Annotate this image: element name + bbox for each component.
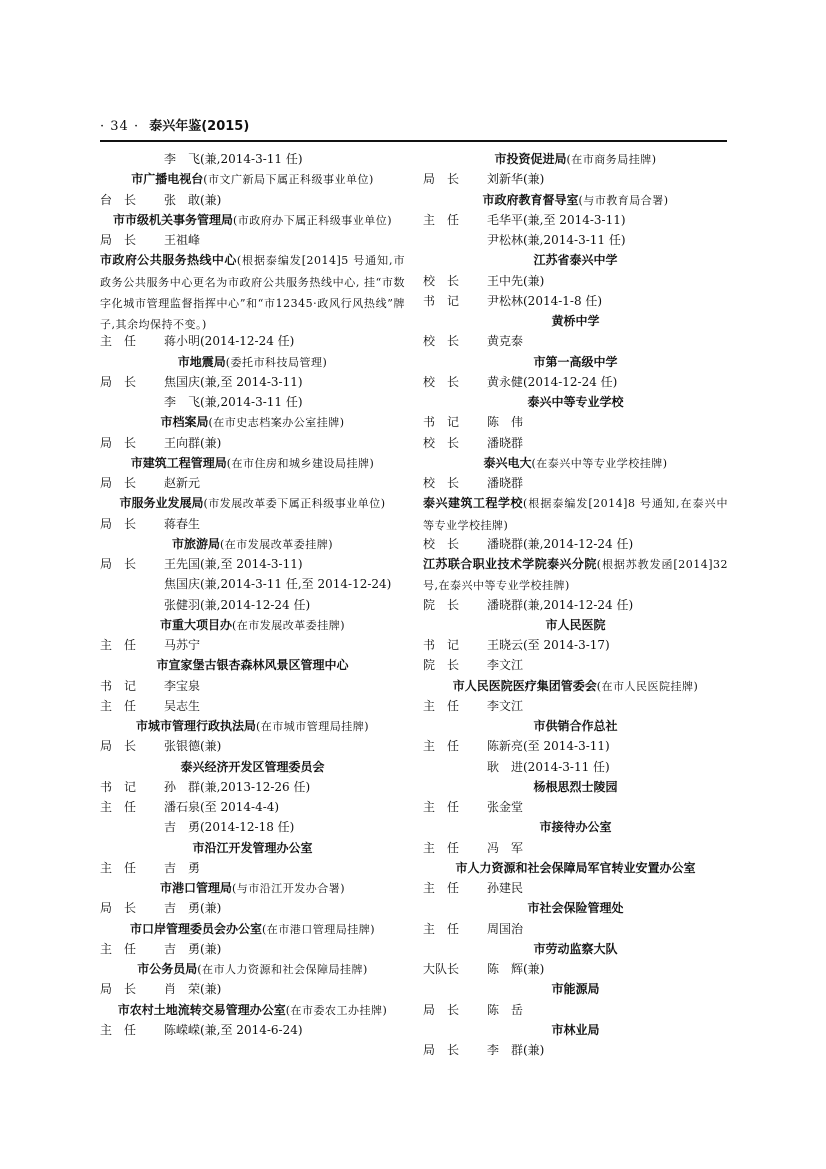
section-heading: [100, 919, 405, 939]
header-rule: [100, 140, 727, 142]
staff-entry: [100, 858, 405, 878]
section-heading: [423, 676, 728, 696]
staff-name: 马苏宁: [164, 638, 201, 652]
staff-entry: [100, 595, 405, 615]
staff-entry: [100, 372, 405, 392]
org-title: 黄桥中学: [551, 314, 600, 328]
staff-entry: [100, 473, 405, 493]
book-title: 泰兴年鉴(2015): [149, 119, 250, 134]
staff-name: 黄克泰: [487, 334, 524, 349]
staff-name: 蒋春生: [164, 516, 201, 531]
staff-name: 刘新华(兼): [487, 172, 545, 187]
org-note: (在市人力资源和社会保障局挂牌): [197, 963, 368, 976]
staff-name: 陈 辉(兼): [487, 962, 545, 976]
staff-entry: [423, 372, 728, 392]
org-title: 市建筑工程管理局: [130, 455, 227, 470]
org-note: (在市史志档案办公室挂牌): [208, 416, 345, 430]
org-note: (市发展改革委下属正科级事业单位): [203, 497, 386, 511]
page-number: · 34 ·: [100, 119, 140, 134]
staff-entry: [423, 433, 728, 453]
staff-entry: [423, 412, 728, 432]
staff-name: 王祖峰: [164, 233, 201, 247]
section-heading: [423, 716, 728, 736]
org-title: 市重大项目办: [159, 617, 232, 632]
staff-entry: [100, 514, 405, 534]
staff-name: 孙建民: [487, 881, 524, 895]
staff-role: 校 长: [423, 334, 460, 349]
org-title: 市供销合作总社: [533, 719, 618, 733]
staff-name: 陈新亮(至 2014-3-11): [487, 739, 610, 754]
org-title: 泰兴建筑工程学校: [423, 496, 524, 511]
section-heading: [423, 190, 728, 210]
staff-name: 耿 进(2014-3-11 任): [487, 759, 610, 774]
staff-entry: [100, 635, 405, 655]
staff-entry: [100, 1020, 405, 1040]
staff-entry: [423, 919, 728, 939]
staff-entry: [100, 392, 405, 412]
staff-role: 主 任: [423, 921, 460, 936]
staff-name: 尹松林(2014-1-8 任): [487, 293, 603, 308]
staff-entry: [423, 595, 728, 615]
org-note: (在市发展改革委挂牌): [231, 618, 346, 632]
staff-entry: [423, 230, 728, 250]
staff-entry: [423, 959, 728, 979]
org-title: 泰兴中等专业学校: [527, 395, 624, 409]
staff-name: 陈 伟: [487, 415, 524, 430]
staff-role: 局 长: [100, 516, 137, 531]
section-heading: [423, 1020, 728, 1040]
staff-name: 冯 军: [487, 840, 524, 855]
staff-role: 书 记: [100, 779, 137, 794]
staff-role: 局 长: [100, 557, 137, 571]
staff-entry: [100, 797, 405, 817]
section-heading: [100, 655, 405, 675]
staff-entry: [100, 190, 405, 210]
org-title: 市服务业发展局: [119, 496, 204, 511]
staff-role: 主 任: [100, 638, 137, 652]
staff-entry: [100, 574, 405, 594]
section-heading: [423, 352, 728, 372]
staff-entry: [423, 331, 728, 351]
org-title: 江苏省泰兴中学: [533, 253, 618, 268]
staff-role: 主 任: [423, 698, 460, 713]
org-title: 市第一高级中学: [533, 354, 618, 369]
org-title: 市口岸管理委员会办公室: [129, 921, 262, 936]
staff-name: 潘晓群: [487, 476, 524, 490]
section-heading-wrapped: [100, 250, 405, 331]
staff-role: 书 记: [423, 415, 460, 430]
staff-role: 书 记: [100, 678, 137, 693]
staff-role: 主 任: [100, 941, 137, 956]
section-heading: [100, 352, 405, 372]
section-heading: [423, 250, 728, 270]
org-note: (与市沿江开发办合署): [231, 882, 346, 895]
staff-name: 王晓云(至 2014-3-17): [487, 638, 610, 652]
org-title: 市能源局: [551, 982, 600, 997]
org-title: 市旅游局: [171, 536, 220, 551]
section-heading: [423, 149, 728, 169]
staff-name: 毛华平(兼,至 2014-3-11): [487, 212, 626, 227]
staff-role: 校 长: [423, 476, 460, 490]
staff-name: 吉 勇(兼): [164, 901, 222, 916]
staff-entry: [423, 736, 728, 756]
section-heading: [423, 311, 728, 331]
staff-entry: [423, 1040, 728, 1060]
staff-name: 张金堂: [487, 800, 524, 814]
staff-entry: [100, 554, 405, 574]
staff-entry: [423, 838, 728, 858]
staff-role: 院 长: [423, 597, 460, 612]
section-heading: [100, 838, 405, 858]
staff-role: 局 长: [100, 435, 137, 450]
section-heading: [423, 939, 728, 959]
staff-entry: [423, 757, 728, 777]
section-heading: [100, 716, 405, 736]
staff-entry: [100, 230, 405, 250]
staff-role: 校 长: [423, 536, 460, 551]
staff-role: 局 长: [100, 982, 137, 997]
org-title: 市城市管理行政执法局: [135, 719, 256, 733]
staff-name: 王向群(兼): [164, 435, 222, 450]
org-note: (在市城市管理局挂牌): [255, 720, 370, 733]
staff-entry: [423, 291, 728, 311]
staff-entry: [423, 534, 728, 554]
section-heading: [100, 493, 405, 513]
org-title: 市人民医院: [545, 617, 606, 632]
staff-role: 局 长: [100, 374, 137, 389]
org-title: 市政府公共服务热线中心: [100, 253, 237, 268]
staff-role: 主 任: [423, 881, 460, 895]
staff-role: 主 任: [100, 860, 137, 875]
org-title: 市沿江开发管理办公室: [192, 840, 313, 855]
staff-name: 蒋小明(2014-12-24 任): [164, 334, 295, 349]
staff-entry: [423, 169, 728, 189]
staff-name: 李 飞(兼,2014-3-11 任): [164, 395, 303, 409]
staff-name: 陈 岳: [487, 1002, 524, 1017]
right-column: [423, 149, 728, 1060]
staff-entry: [100, 939, 405, 959]
org-title: 市市级机关事务管理局: [112, 212, 233, 227]
org-title: 泰兴电大: [483, 455, 532, 470]
staff-role: 局 长: [423, 1043, 460, 1057]
staff-name: 潘晓群(兼,2014-12-24 任): [487, 536, 634, 551]
staff-name: 孙 群(兼,2013-12-26 任): [164, 779, 311, 794]
staff-name: 周国治: [487, 921, 524, 936]
staff-entry: [100, 979, 405, 999]
staff-role: 主 任: [100, 334, 137, 349]
org-note: (在市发展改革委挂牌): [219, 537, 334, 551]
org-note: (在市住房和城乡建设局挂牌): [226, 456, 375, 470]
staff-role: 局 长: [423, 172, 460, 187]
org-note: (在泰兴中等专业学校挂牌): [531, 456, 668, 470]
section-heading: [423, 979, 728, 999]
org-note: (与市教育局合署): [578, 193, 669, 207]
staff-name: 张银德(兼): [164, 739, 222, 754]
left-column: [100, 149, 405, 1040]
section-heading: [100, 1000, 405, 1020]
org-title: 市接待办公室: [539, 820, 612, 835]
staff-name: 李 飞(兼,2014-3-11 任): [164, 152, 303, 166]
org-note: (在市委农工办挂牌): [285, 1003, 388, 1017]
section-heading: [100, 757, 405, 777]
section-heading: [100, 878, 405, 898]
staff-name: 李文江: [487, 658, 524, 673]
staff-name: 潘晓群: [487, 435, 524, 450]
staff-entry: [100, 817, 405, 837]
staff-entry: [423, 210, 728, 230]
section-heading-wrapped: [423, 493, 728, 534]
staff-name: 陈嵘嵘(兼,至 2014-6-24): [164, 1022, 303, 1037]
org-title: 市人力资源和社会保障局军官转业安置办公室: [455, 860, 696, 875]
staff-entry: [100, 777, 405, 797]
staff-role: 校 长: [423, 273, 460, 288]
org-title: 市港口管理局: [159, 881, 232, 895]
section-heading: [423, 453, 728, 473]
staff-name: 李文江: [487, 698, 524, 713]
staff-name: 焦国庆(兼,至 2014-3-11): [164, 374, 303, 389]
staff-name: 张 敢(兼): [164, 192, 222, 207]
staff-name: 赵新元: [164, 476, 201, 490]
org-note: (在市港口管理局挂牌): [261, 922, 376, 936]
staff-role: 院 长: [423, 658, 460, 673]
org-title: 市公务员局: [137, 962, 198, 976]
staff-entry: [423, 797, 728, 817]
staff-role: 主 任: [100, 800, 137, 814]
section-heading: [100, 959, 405, 979]
staff-entry: [100, 676, 405, 696]
staff-name: 吉 勇: [164, 860, 201, 875]
staff-role: 局 长: [100, 233, 137, 247]
section-heading: [100, 412, 405, 432]
staff-name: 王中先(兼): [487, 273, 545, 288]
org-note: (市政府办下属正科级事业单位): [232, 213, 393, 227]
org-title: 市投资促进局: [494, 152, 567, 166]
org-note: (根据泰编发[2014]5 号通知,市政务公共服务中心更名为市政府公共服务热线中心, 挂“市数字化城市管理监督指挥中心”和“市12345·政风行风热线”牌子,其余均保持不变。): [100, 254, 405, 331]
org-title: 市档案局: [160, 415, 209, 430]
staff-role: 主 任: [100, 698, 137, 713]
staff-name: 张健羽(兼,2014-12-24 任): [164, 597, 311, 612]
staff-name: 王先国(兼,至 2014-3-11): [164, 557, 303, 571]
staff-entry: [423, 271, 728, 291]
org-note: (根据泰编发[2014]8 号通知,在泰兴中等专业学校挂牌): [423, 497, 728, 532]
staff-entry: [100, 433, 405, 453]
org-title: 市劳动监察大队: [533, 941, 618, 956]
staff-entry: [423, 696, 728, 716]
staff-role: 台 长: [100, 192, 137, 207]
staff-role: 书 记: [423, 293, 460, 308]
staff-entry: [423, 655, 728, 675]
section-heading: [423, 817, 728, 837]
staff-entry: [100, 331, 405, 351]
staff-name: 吉 勇(2014-12-18 任): [164, 820, 295, 835]
staff-name: 潘石泉(至 2014-4-4): [164, 800, 280, 814]
staff-entry: [100, 736, 405, 756]
staff-role: 校 长: [423, 374, 460, 389]
section-heading: [423, 392, 728, 412]
section-heading: [423, 615, 728, 635]
staff-role: 大队长: [423, 962, 460, 976]
org-title: 市地震局: [177, 354, 226, 369]
staff-entry: [100, 696, 405, 716]
staff-role: 主 任: [423, 739, 460, 754]
staff-role: 校 长: [423, 435, 460, 450]
section-heading: [100, 615, 405, 635]
section-heading: [423, 858, 728, 878]
staff-name: 吉 勇(兼): [164, 941, 222, 956]
staff-role: 书 记: [423, 638, 460, 652]
org-title: 泰兴经济开发区管理委员会: [180, 759, 325, 774]
staff-role: 主 任: [423, 840, 460, 855]
org-note: (在市商务局挂牌): [566, 153, 657, 166]
org-note: (在市人民医院挂牌): [596, 679, 699, 693]
section-heading: [100, 534, 405, 554]
staff-role: 局 长: [100, 739, 137, 754]
staff-name: 焦国庆(兼,2014-3-11 任,至 2014-12-24): [164, 577, 392, 592]
section-heading: [100, 169, 405, 189]
staff-role: 主 任: [100, 1022, 137, 1037]
staff-name: 吴志生: [164, 698, 201, 713]
staff-name: 尹松林(兼,2014-3-11 任): [487, 233, 626, 247]
staff-role: 主 任: [423, 800, 460, 814]
staff-entry: [423, 878, 728, 898]
staff-role: 局 长: [423, 1002, 460, 1017]
staff-role: 主 任: [423, 212, 460, 227]
section-heading: [100, 210, 405, 230]
section-heading: [423, 777, 728, 797]
org-note: (委托市科技局管理): [225, 355, 328, 369]
staff-entry: [423, 1000, 728, 1020]
org-title: 市林业局: [551, 1022, 600, 1037]
staff-name: 肖 荣(兼): [164, 982, 222, 997]
org-title: 市宣家堡古银杏森林风景区管理中心: [156, 658, 349, 673]
org-title: 市广播电视台: [131, 172, 204, 187]
staff-name: 李宝泉: [164, 678, 201, 693]
staff-entry: [423, 635, 728, 655]
org-note: (根据苏教发函[2014]32 号,在泰兴中等专业学校挂牌): [423, 558, 728, 593]
org-title: 市人民医院医疗集团管委会: [452, 678, 597, 693]
staff-entry: [100, 149, 405, 169]
org-title: 市政府教育督导室: [482, 192, 579, 207]
org-title: 市社会保险管理处: [527, 901, 624, 916]
section-heading-wrapped: [423, 554, 728, 595]
staff-name: 黄永健(2014-12-24 任): [487, 374, 618, 389]
section-heading: [423, 898, 728, 918]
org-title: 市农村土地流转交易管理办公室: [117, 1002, 286, 1017]
staff-name: 李 群(兼): [487, 1043, 545, 1057]
staff-role: 局 长: [100, 476, 137, 490]
org-title: 江苏联合职业技术学院泰兴分院: [423, 557, 597, 571]
staff-entry: [423, 473, 728, 493]
staff-name: 潘晓群(兼,2014-12-24 任): [487, 597, 634, 612]
org-note: (市文广新局下属正科级事业单位): [203, 173, 374, 187]
section-heading: [100, 453, 405, 473]
org-title: 杨根思烈士陵园: [533, 779, 618, 794]
staff-role: 局 长: [100, 901, 137, 916]
staff-entry: [100, 898, 405, 918]
page-header: [100, 117, 726, 139]
